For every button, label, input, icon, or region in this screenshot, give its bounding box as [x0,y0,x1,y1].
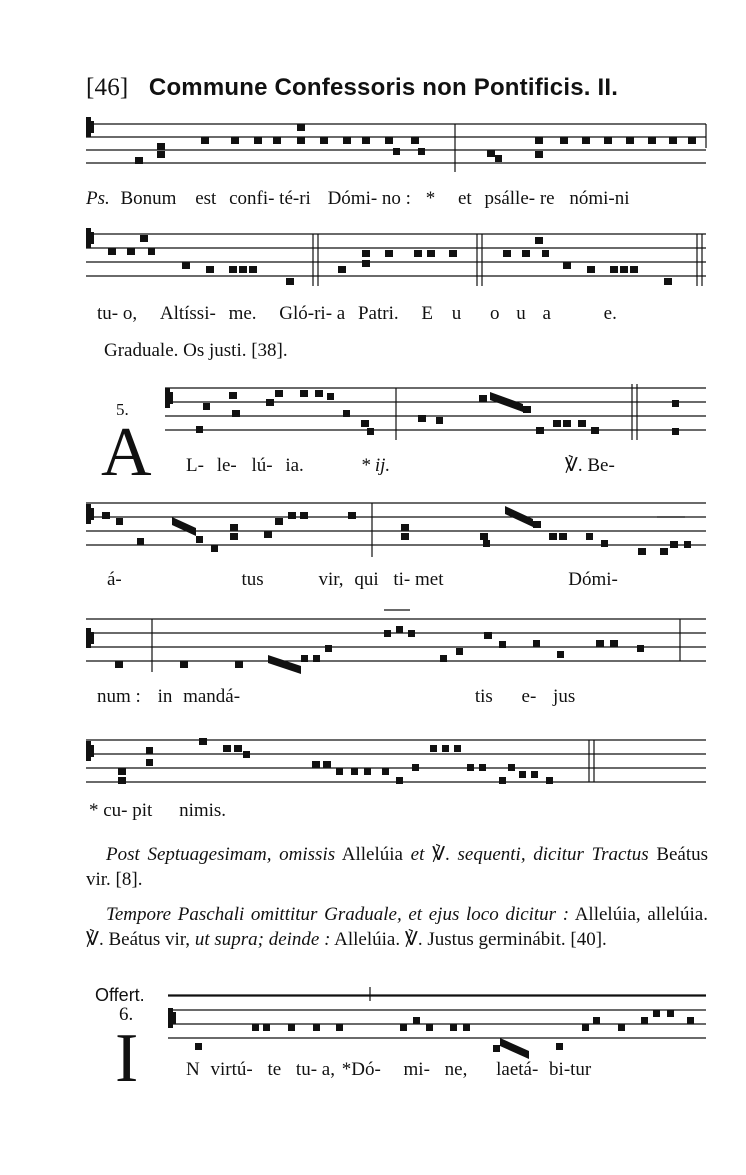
alleluia-initial: A [101,414,152,491]
alleluia-number: 5. [116,400,129,419]
lyrics-line-3: L- le- lú- ia. * ij. ℣. Be- [186,455,615,476]
rubric-post-septuagesimam: Post Septuagesimam, omissis Allelúia et ℣. sequenti, dicitur Tractus Beátus vir. [8]. [86,844,709,890]
page-number: [46] [86,74,129,101]
lyrics-line-1: Ps. Bonum est confi- té-ri Dómi- no : * et psálle- re nómi-ni [86,188,630,209]
lyrics-line-4: á- tus vir, qui ti- met Dómi- [107,569,618,590]
lyrics-line-5: num : in mandá- tis e- jus [97,686,576,707]
lyrics-line-2: tu- o, Altíssi- me. Gló-ri- a Patri. E u o u a e. [97,303,617,324]
graduale-reference: Graduale. Os justi. [38]. [104,340,288,361]
lyrics-line-6: * cu- pit nimis. [89,800,227,821]
lyrics-line-7: N virtú- te tu- a, *Dó- mi- ne, laetá- bi-tur [186,1059,592,1080]
offertory-initial: I [115,1020,139,1097]
offertory-number: 6. [119,1004,134,1025]
page-title: Commune Confessoris non Pontificis. II. [148,74,619,101]
rubric-tempore-paschali: Tempore Paschali omittitur Graduale, et ejus loco dicitur : Allelúia, allelúia. ℣. Beátus vir, ut supra; deinde : Allelúia. ℣. Justus germinábit. [40]. [86,904,708,950]
offertory-label: Offert. [95,985,145,1005]
